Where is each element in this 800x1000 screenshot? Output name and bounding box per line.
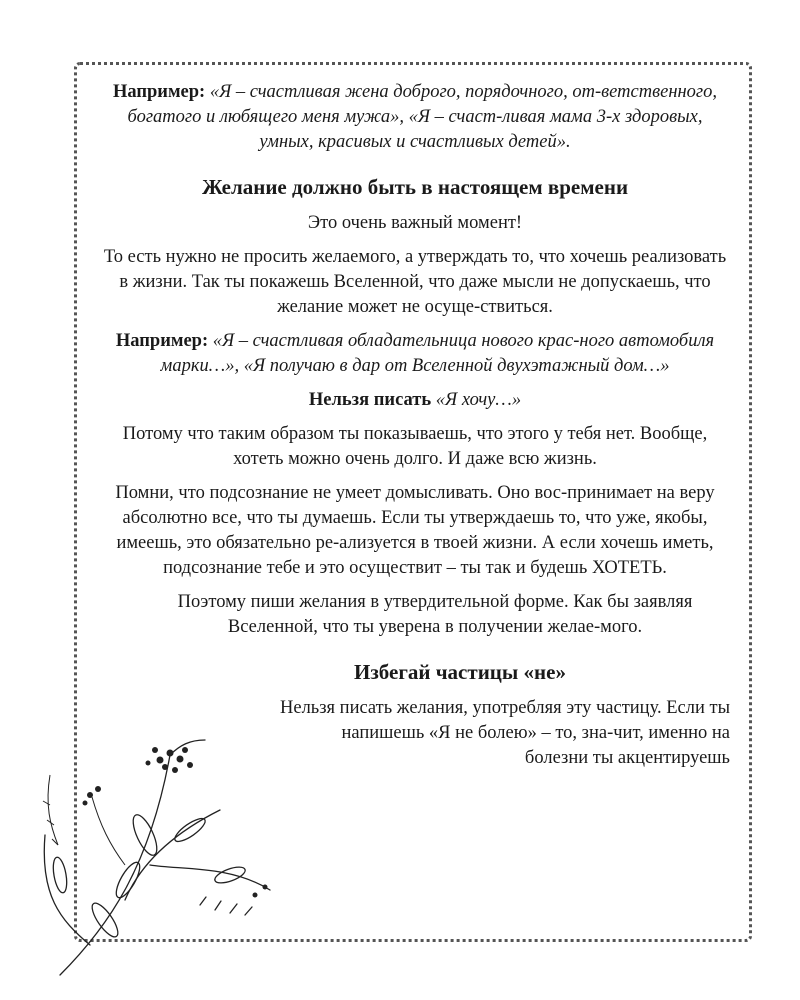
rule-quote: «Я хочу…»	[435, 390, 522, 410]
example-label: Например:	[112, 82, 206, 102]
floral-sprig-icon	[30, 715, 290, 985]
example-paragraph-1	[100, 80, 730, 155]
example-quote: «Я – счастливая обладательница нового крас-ного автомобиля марки…», «Я получаю в дар от Вселенной двухэтажный дом…»	[160, 331, 715, 376]
rule-label: Нельзя писать	[308, 390, 432, 410]
paragraph-subconscious: Помни, что подсознание не умеет домысливать. Оно вос-принимает на веру абсолютно все, что ты думаешь. Если ты утверждаешь то, что уже, якобы, имеешь, это обязательно ре-ализуется в твоей жизни. А если хочешь иметь, подсознание тебе и это осуществит – ты так и будешь ХОТЕТЬ.	[115, 483, 715, 578]
rule-no-want	[100, 388, 730, 413]
heading-present-tense: Желание должно быть в настоящем времени	[201, 175, 629, 199]
paragraph-avoid-not: Нельзя писать желания, употребляя эту частицу. Если ты напишешь «Я не болею» – то, зна-чит, именно на болезни ты акцентируешь	[280, 698, 731, 768]
paragraph-reason: Потому что таким образом ты показываешь, что этого у тебя нет. Вообще, хотеть можно очень долго. И даже всю жизнь.	[122, 424, 708, 469]
example-label: Например:	[115, 331, 209, 351]
example-paragraph-2	[100, 329, 730, 379]
page-text	[100, 80, 730, 780]
paragraph-affirmative-form: Поэтому пиши желания в утвердительной форме. Как бы заявляя Вселенной, что ты уверена в получении желае-мого.	[177, 592, 693, 637]
example-quote: «Я – счастливая жена доброго, порядочного, от-ветственного, богатого и любящего меня мужа», «Я – счаст-ливая мама 3-х здоровых, умных, красивых и счастливых детей».	[127, 82, 718, 152]
heading-avoid-particle: Избегай частицы «не»	[354, 660, 566, 684]
important-note: Это очень важный момент!	[307, 213, 523, 233]
paragraph-affirm: То есть нужно не просить желаемого, а утверждать то, что хочешь реализовать в жизни. Так ты покажешь Вселенной, что даже мысли не допускаешь, что желание может не осуще-ствиться.	[103, 247, 727, 317]
